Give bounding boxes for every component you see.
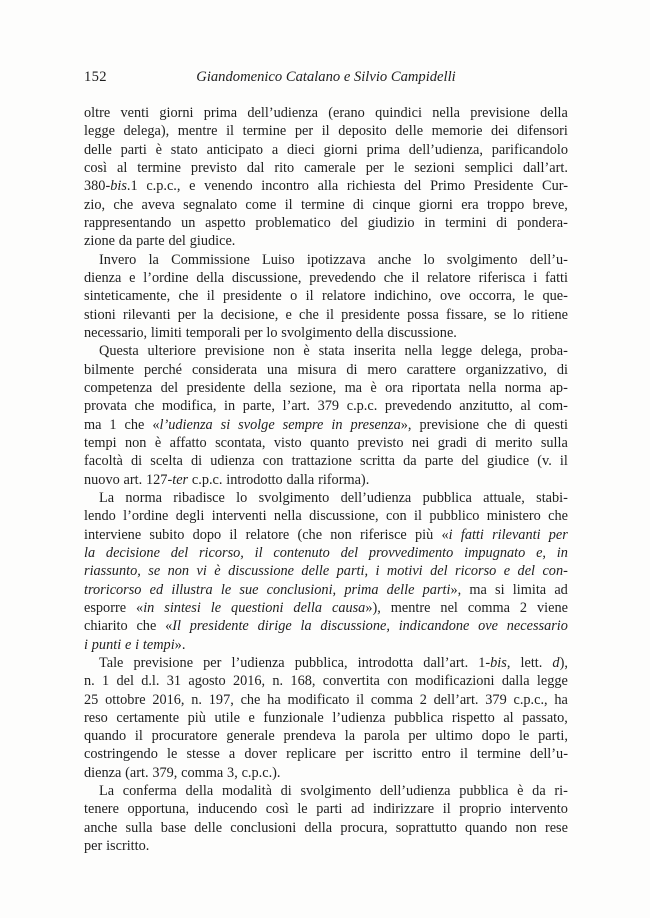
text-line: dienza (art. 379, comma 3, c.p.c.). bbox=[84, 764, 281, 781]
text-line: legge delega), mentre il termine per il deposito delle memorie dei difensori bbox=[84, 123, 568, 140]
page-number: 152 bbox=[84, 69, 107, 85]
text-line: i punti e i tempi». bbox=[84, 636, 186, 653]
text-line: anche sulla base delle conclusioni della procura, soprattutto quando non rese bbox=[84, 819, 568, 836]
text-line: sinteticamente, che il presidente o il relatore indichino, ove occorra, le que- bbox=[84, 288, 568, 305]
text-line: zio, che aveva segnalato come il termine di cinque giorni era troppo breve, bbox=[84, 196, 568, 213]
text-line: zione da parte del giudice. bbox=[84, 233, 236, 250]
text-line: reso certamente più utile e funzionale l’udienza pubblica rispetto al passato, bbox=[84, 709, 568, 726]
text-line: tenere opportuna, inducendo così le parti ad indirizzare il proprio intervento bbox=[84, 801, 568, 818]
paragraph bbox=[84, 342, 568, 489]
text-line: dienza e l’ordine della discussione, prevedendo che il relatore riferisca i fatti bbox=[84, 269, 568, 286]
text-line: bilmente perché considerata una misura di mero carattere organizzativo, di bbox=[84, 361, 568, 378]
text-line: oltre venti giorni prima dell’udienza (erano quindici nella previsione della bbox=[84, 105, 568, 121]
text-line: La norma ribadisce lo svolgimento dell’udienza pubblica attuale, stabi- bbox=[99, 489, 568, 506]
text-line: per iscritto. bbox=[84, 838, 150, 855]
text-line: così al termine previsto dal rito camerale per le sezioni semplici dall’art. bbox=[84, 159, 568, 176]
text-line: costringendo le stesse a dover replicare per iscritto entro il termine dell’u- bbox=[84, 746, 568, 763]
text-line: La conferma della modalità di svolgimento dell’udienza pubblica è da ri- bbox=[99, 783, 568, 800]
text-line: troricorso ed illustra le sue conclusioni, prima delle parti», ma si limita ad bbox=[84, 581, 568, 598]
text-line: riassunto, se non vi è discussione delle parti, i motivi del ricorso e del con- bbox=[84, 563, 568, 580]
text-line: facoltà di scelta di udienza con trattazione scritta da parte del giudice (v. il bbox=[84, 453, 568, 470]
text-line: 380-bis.1 c.p.c., e venendo incontro alla richiesta del Primo Presidente Cur- bbox=[84, 178, 568, 195]
text-line: ma 1 che «l’udienza si svolge sempre in presenza», previsione che di questi bbox=[84, 416, 568, 433]
text-line: Invero la Commissione Luiso ipotizzava anche lo svolgimento dell’u- bbox=[99, 251, 568, 268]
text-line: nuovo art. 127-ter c.p.c. introdotto dalla riforma). bbox=[84, 471, 370, 488]
text-line: competenza del presidente della sezione, ma è ora riportata nella norma ap- bbox=[84, 379, 568, 396]
page-header bbox=[84, 67, 568, 87]
text-line: necessario, limiti temporali per lo svolgimento della discussione. bbox=[84, 324, 457, 341]
text-line: n. 1 del d.l. 31 agosto 2016, n. 168, convertita con modificazioni dalla legge bbox=[84, 673, 568, 690]
text-line: Tale previsione per l’udienza pubblica, introdotta dall’art. 1-bis, lett. d), bbox=[99, 654, 568, 671]
text-line: tempi non è affatto scontata, visto quanto previsto nei gradi di merito sulla bbox=[84, 434, 568, 451]
text-line: lendo l’ordine degli interventi nella discussione, con il pubblico ministero che bbox=[84, 508, 568, 525]
text-line: la decisione del ricorso, il contenuto del provvedimento impugnato e, in bbox=[84, 544, 568, 561]
paragraph bbox=[84, 654, 568, 782]
paragraph bbox=[84, 489, 568, 654]
text-line: interviene subito dopo il relatore (che non riferisce più «i fatti rilevanti per bbox=[84, 526, 568, 543]
text-line: chiarito che «Il presidente dirige la discussione, indicandone ove necessario bbox=[84, 618, 568, 635]
text-line: quando il procuratore generale prendeva la parola per ultimo dopo le parti, bbox=[84, 728, 568, 745]
paragraph bbox=[84, 104, 568, 251]
text-line: rappresentando un aspetto problematico del giudizio in termini di pondera- bbox=[84, 214, 568, 231]
paragraph bbox=[84, 782, 568, 855]
text-line: 25 ottobre 2016, n. 197, che ha modificato il comma 2 dell’art. 379 c.p.c., ha bbox=[84, 691, 568, 708]
paragraph bbox=[84, 251, 568, 343]
text-line: stioni rilevanti per la decisione, e che il presidente possa fissare, se lo ritiene bbox=[84, 306, 568, 323]
text-line: delle parti è stato anticipato a dieci giorni prima dell’udienza, parificandolo bbox=[84, 141, 568, 158]
text-line: Questa ulteriore previsione non è stata inserita nella legge delega, proba- bbox=[99, 343, 568, 360]
body-text bbox=[84, 104, 568, 855]
text-line: provata che modifica, in parte, l’art. 379 c.p.c. prevedendo anzitutto, al com- bbox=[84, 398, 568, 415]
text-line: esporre «in sintesi le questioni della causa»), mentre nel comma 2 viene bbox=[84, 599, 568, 616]
running-head: Giandomenico Catalano e Silvio Campidelli bbox=[196, 69, 456, 85]
